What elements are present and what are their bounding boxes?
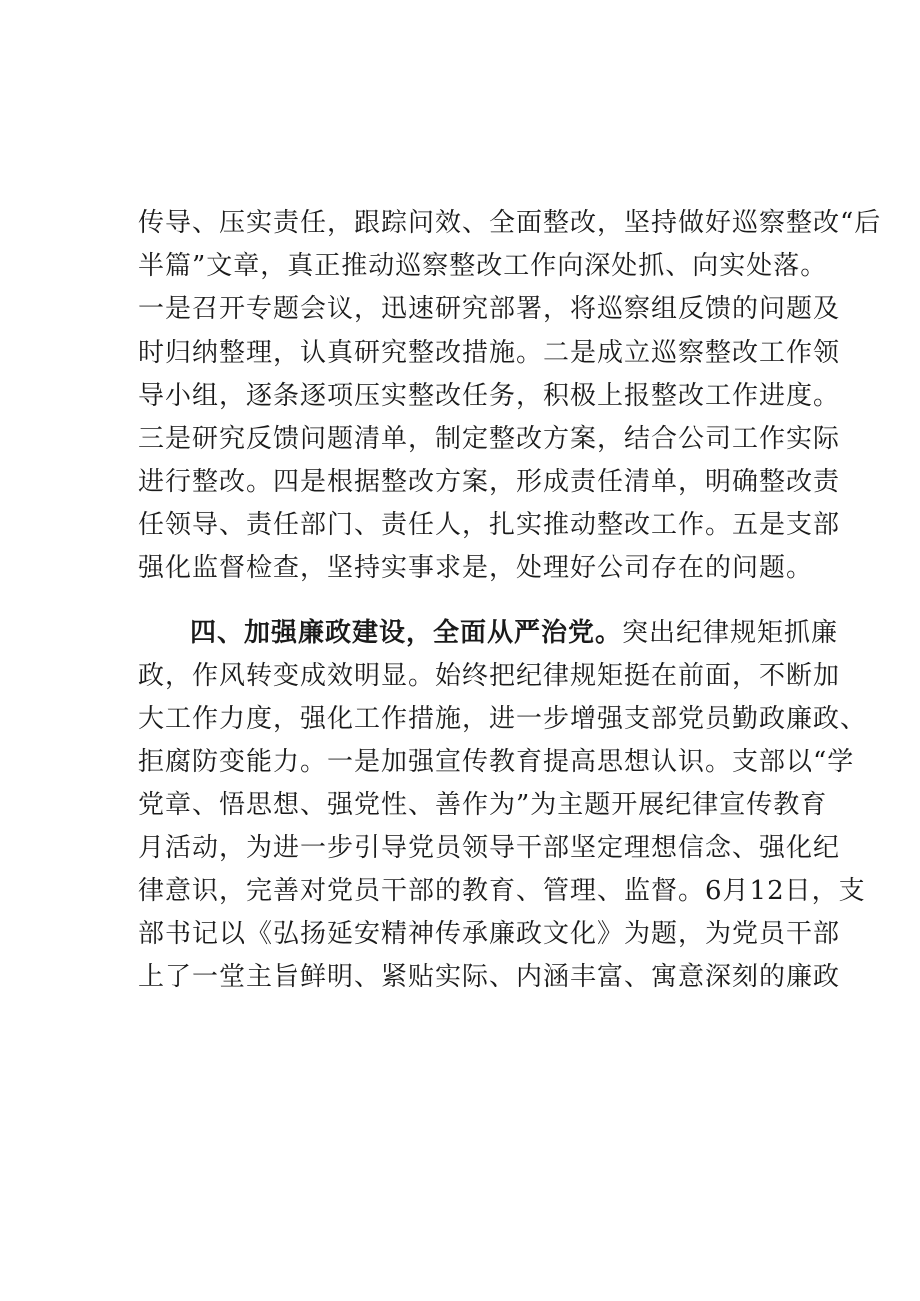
text-line: 进行整改。四是根据整改方案，形成责任清单，明确整改责	[138, 467, 841, 497]
text-line: 时归纳整理，认真研究整改措施。二是成立巡察整改工作领	[138, 338, 841, 368]
section-4-heading: 四、加强廉政建设，全面从严治党。	[190, 618, 623, 648]
text-line: 导小组，逐条逐项压实整改任务，积极上报整改工作进度。	[138, 381, 841, 411]
text-line: 拒腐防变能力。一是加强宣传教育提高思想认识。支部以“学	[138, 747, 855, 777]
text-line: 党章、悟思想、强党性、善作为”为主题开展纪律宣传教育	[138, 790, 828, 820]
text-line: 律意识，完善对党员干部的教育、管理、监督。6月12日，支	[138, 876, 866, 906]
text-line: 半篇”文章，真正推动巡察整改工作向深处抓、向实处落。	[138, 251, 828, 281]
text-line: 部书记以《弘扬延安精神传承廉政文化》为题，为党员干部	[138, 919, 841, 949]
text-line: 大工作力度，强化工作措施，进一步增强支部党员勤政廉政、	[138, 704, 868, 734]
text-line: 强化监督检查，坚持实事求是，处理好公司存在的问题。	[138, 553, 814, 583]
section-4-first-line	[190, 615, 839, 651]
text-line: 传导、压实责任，跟踪问效、全面整改，坚持做好巡察整改“后	[138, 208, 882, 238]
text-line: 上了一堂主旨鲜明、紧贴实际、内涵丰富、寓意深刻的廉政	[138, 962, 841, 992]
text-line: 一是召开专题会议，迅速研究部署，将巡察组反馈的问题及	[138, 294, 841, 324]
section-4-first-line-rest: 突出纪律规矩抓廉	[622, 618, 839, 648]
text-line: 政，作风转变成效明显。始终把纪律规矩挺在前面，不断加	[138, 661, 841, 691]
text-line: 三是研究反馈问题清单，制定整改方案，结合公司工作实际	[138, 424, 841, 454]
text-line: 月活动，为进一步引导党员领导干部坚定理想信念、强化纪	[138, 833, 841, 863]
text-line: 任领导、责任部门、责任人，扎实推动整改工作。五是支部	[138, 510, 841, 540]
